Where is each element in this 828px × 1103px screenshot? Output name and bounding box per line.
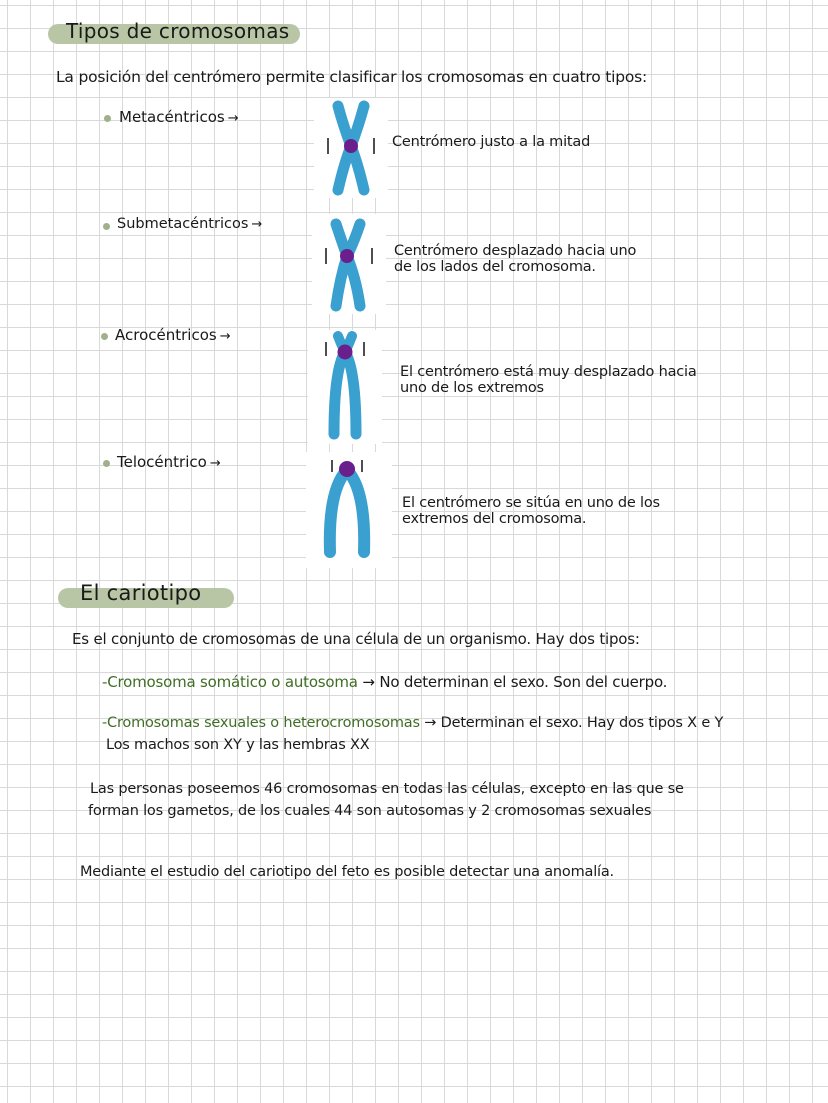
term-definition: No determinan el sexo. Son del cuerpo. <box>379 673 668 691</box>
type-label-acrocentric <box>115 326 231 344</box>
chromosome-image-telocentric <box>306 452 392 568</box>
acrocentric-chromosome-icon <box>308 330 382 444</box>
type-name: Metacéntricos <box>119 108 225 126</box>
arrow-icon: → <box>424 715 437 731</box>
paragraph-line: Las personas poseemos 46 cromosomas en todas las células, excepto en las que se <box>90 781 684 797</box>
type-description-acrocentric <box>400 364 697 396</box>
metacentric-chromosome-icon <box>314 98 388 198</box>
intro-text: La posición del centrómero permite clasificar los cromosomas en cuatro tipos: <box>56 68 648 86</box>
submetacentric-chromosome-icon <box>312 214 386 314</box>
description-line: Centrómero justo a la mitad <box>392 134 591 150</box>
arrow-icon: → <box>219 329 231 344</box>
cariotipo-intro: Es el conjunto de cromosomas de una célula de un organismo. Hay dos tipos: <box>72 630 640 648</box>
arrow-icon: → <box>209 456 221 471</box>
description-line: El centrómero se sitúa en uno de los <box>402 495 660 511</box>
list-item-heterocromosomas-line2: Los machos son XY y las hembras XX <box>106 737 370 753</box>
chromosome-image-submetacentric <box>312 214 386 314</box>
closing-text: Mediante el estudio del cariotipo del feto es posible detectar una anomalía. <box>80 864 614 880</box>
arrow-icon: → <box>251 217 263 232</box>
paragraph-line: forman los gametos, de los cuales 44 son autosomas y 2 cromosomas sexuales <box>88 803 652 819</box>
type-label-metacentric <box>119 108 239 126</box>
term-green: -Cromosomas sexuales o heterocromosomas <box>102 715 420 731</box>
arrow-icon: → <box>227 111 239 126</box>
bullet-icon <box>104 115 111 122</box>
chromosome-image-acrocentric <box>308 330 382 444</box>
list-item-heterocromosomas <box>102 715 723 731</box>
description-line: extremos del cromosoma. <box>402 511 587 527</box>
description-line: El centrómero está muy desplazado hacia <box>400 364 697 380</box>
type-label-submetacentric <box>117 216 262 232</box>
type-description-metacentric <box>392 134 590 150</box>
type-name: Telocéntrico <box>117 453 207 471</box>
bullet-icon <box>103 460 110 467</box>
arrow-icon: → <box>362 673 375 691</box>
type-name: Submetacéntricos <box>117 216 249 232</box>
bullet-icon <box>103 223 110 230</box>
bullet-icon <box>101 333 108 340</box>
description-line: uno de los extremos <box>400 380 544 396</box>
description-line: Centrómero desplazado hacia uno <box>394 243 637 259</box>
type-label-telocentric <box>117 453 221 471</box>
type-name: Acrocéntricos <box>115 326 217 344</box>
description-line: de los lados del cromosoma. <box>394 259 596 275</box>
chromosome-image-metacentric <box>314 98 388 198</box>
section-title: Tipos de cromosomas <box>66 19 290 43</box>
telocentric-chromosome-icon <box>306 452 392 568</box>
term-definition: Determinan el sexo. Hay dos tipos X e Y <box>440 715 724 731</box>
term-green: -Cromosoma somático o autosoma <box>102 673 358 691</box>
type-description-submetacentric <box>394 243 636 275</box>
type-description-telocentric <box>402 495 660 527</box>
list-item-autosoma <box>102 673 667 691</box>
section-title: El cariotipo <box>80 581 202 605</box>
